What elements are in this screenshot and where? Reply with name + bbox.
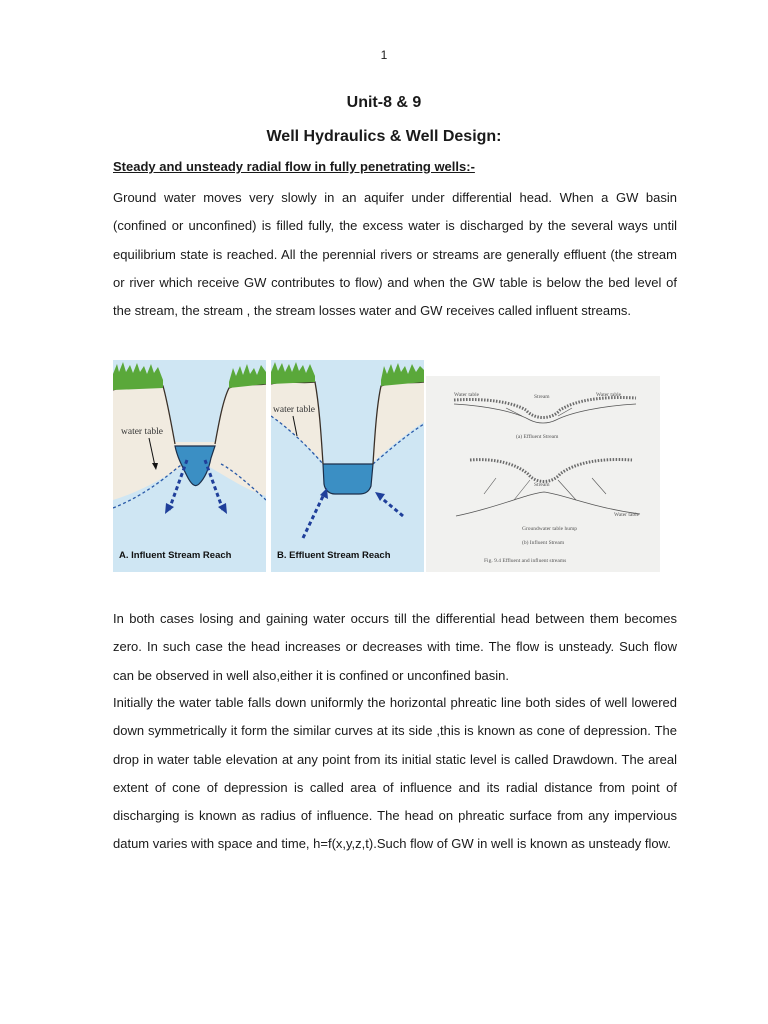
panel-c-caption-a: (a) Effluent Stream: [516, 434, 559, 440]
paragraph-cone-of-depression: Initially the water table falls down uniformly the horizontal phreatic line both sides of well lowered down symmetrically it form the similar curves at its side ,this is known as cone of depression. The drop in water table elevation at any point from its initial static level is called Drawdown. The areal extent of cone of depression is called area of influence and its radial distance from point of discharging is known as radius of influence. The head on phreatic surface from any impervious datum varies with space and time, h=f(x,y,z,t).Such flow of GW in well is known as unsteady flow.: [113, 695, 677, 852]
effluent-stream-diagram: [271, 360, 424, 572]
panel-c-fig-caption: Fig. 9.4 Effluent and influent streams: [484, 558, 567, 564]
stream-figure: [113, 360, 661, 572]
panel-c-water-table-right: Water table: [596, 392, 622, 398]
panel-c-mound-label: Groundwater table hump: [522, 526, 577, 532]
textbook-stream-figure: [426, 376, 660, 572]
panel-c-stream-top: Stream: [534, 394, 550, 400]
panel-c-water-table-low: Water table: [614, 512, 640, 518]
panel-c-water-table-left: Water table: [454, 392, 480, 398]
panel-b-caption: B. Effluent Stream Reach: [277, 550, 391, 561]
paragraph-intro: Ground water moves very slowly in an aquifer under differential head. When a GW basin (confined or unconfined) is filled fully, the excess water is discharged by the several ways until equilibrium state is reached. All the perennial rivers or streams are generally effluent (the stream or river which receive GW contributes to flow) and when the GW table is below the bed level of the stream, the stream , the stream losses water and GW receives called influent streams.: [113, 190, 677, 319]
section-heading: Steady and unsteady radial flow in fully penetrating wells:-: [113, 159, 475, 174]
panel-a-caption: A. Influent Stream Reach: [119, 550, 232, 561]
document-subtitle: Well Hydraulics & Well Design:: [266, 128, 502, 145]
panel-b-water-table-label: water table: [273, 405, 315, 415]
paragraph-unsteady-flow: In both cases losing and gaining water occurs till the differential head between them becomes zero. In such case the head increases or decreases with time. The flow is unsteady. Such flow can be observed in well also,either it is confined or unconfined basin.: [113, 611, 677, 683]
influent-stream-diagram: [113, 360, 266, 572]
panel-c-caption-b: (b) Influent Stream: [522, 540, 565, 546]
page-number: 1: [380, 48, 388, 62]
panel-c-stream-bottom: Stream: [534, 482, 550, 488]
panel-a-water-table-label: water table: [121, 427, 163, 437]
document-title: Unit-8 & 9: [346, 94, 422, 111]
